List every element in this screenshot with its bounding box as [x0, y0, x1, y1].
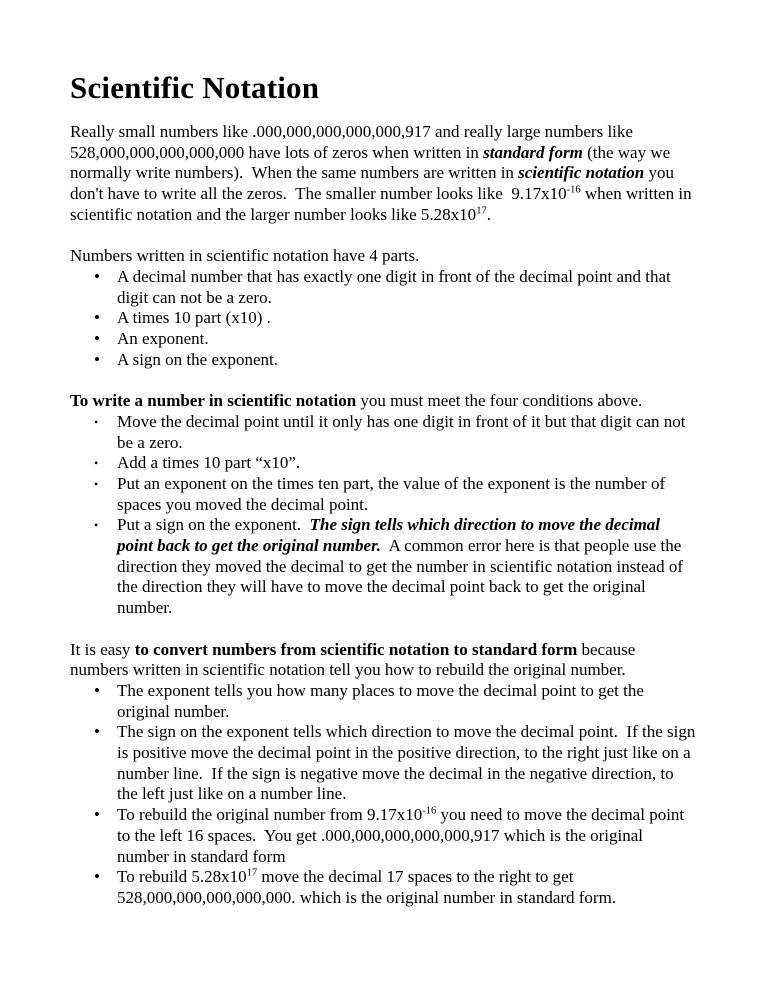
bullet-text: The exponent tells you how many places to move the decimal point to get the original number.	[117, 680, 649, 721]
list-item	[94, 412, 698, 453]
write-list	[70, 412, 698, 619]
bullet-icon: •	[94, 518, 99, 533]
parts-intro: Numbers written in scientific notation have 4 parts.	[70, 246, 420, 266]
bullet-icon: •	[94, 349, 100, 369]
list-item	[94, 681, 698, 722]
list-item	[94, 474, 698, 515]
parts-list	[70, 267, 698, 371]
bullet-text: To rebuild $5.28x10^{17}$ move the decimal 17 spaces to the right to get 528,000,000,000,000,000. which is the original number in standard form.	[117, 867, 617, 907]
bullet-text: Add a times 10 part “x10”.	[117, 453, 301, 473]
list-item	[94, 515, 698, 619]
list-item	[94, 722, 698, 805]
bullet-text: Move the decimal point until it only has one digit in front of it but that digit can not be a zero.	[117, 411, 690, 452]
bullet-icon: •	[94, 722, 100, 742]
section-gap	[70, 619, 698, 640]
bullet-text: Put a sign on the exponent. The sign tells which direction to move the decimal point back to get the original number. A common error here is that people use the direction they moved the decimal to get the number in scientific notation instead of the direction they will have to move the decimal point back to get the original number.	[117, 515, 688, 618]
write-section	[70, 391, 698, 619]
list-item	[94, 867, 698, 908]
section-gap	[70, 370, 698, 391]
bullet-text: The sign on the exponent tells which direction to move the decimal point. If the sign is positive move the decimal point in the positive direction, to the right just like on a number line. If the sign is negative move the decimal in the negative direction, to the left just like on a number line.	[117, 722, 700, 804]
list-item	[94, 267, 698, 308]
bullet-icon: •	[94, 680, 100, 700]
bullet-icon: •	[94, 414, 99, 429]
parts-section	[70, 246, 698, 370]
bullet-text: A sign on the exponent.	[117, 349, 279, 369]
bullet-icon: •	[94, 805, 100, 825]
list-item	[94, 350, 698, 371]
bullet-icon: •	[94, 266, 100, 286]
bullet-text: An exponent.	[117, 329, 209, 349]
convert-section	[70, 640, 698, 909]
list-item	[94, 308, 698, 329]
bullet-icon: •	[94, 329, 100, 349]
bullet-text: To rebuild the original number from $9.17x10^{-16}$ you need to move the decimal point to the left 16 spaces. You get .000,000,000,000,000,917 which is the original number in standard form	[117, 805, 689, 866]
list-item	[94, 329, 698, 350]
convert-list	[70, 681, 698, 909]
bullet-icon: •	[94, 456, 99, 471]
convert-intro: It is easy to convert numbers from scientific notation to standard form because numbers written in scientific notation tell you how to rebuild the original number.	[70, 639, 640, 680]
write-intro: To write a number in scientific notation you must meet the four conditions above.	[70, 391, 643, 411]
bullet-icon: •	[94, 476, 99, 491]
bullet-icon: •	[94, 308, 100, 328]
list-item	[94, 805, 698, 867]
bullet-icon: •	[94, 867, 100, 887]
intro-paragraph: Really small numbers like .000,000,000,000,000,917 and really large numbers like 528,000,000,000,000,000 have lots of zeros when written in standard form (the way we normally write numbers). When the same numbers are written in scientific notation you don't have to write all the zeros. The smaller number looks like $9.17x10^{-16}$ when written in scientific notation and the larger number looks like $5.28x10^{17}$.	[70, 122, 696, 224]
document-title: Scientific Notation	[70, 70, 320, 105]
bullet-text: A times 10 part (x10) .	[117, 308, 271, 328]
bullet-text: A decimal number that has exactly one digit in front of the decimal point and that digit can not be a zero.	[117, 266, 676, 307]
section-gap	[70, 226, 698, 247]
list-item	[94, 453, 698, 474]
bullet-text: Put an exponent on the times ten part, the value of the exponent is the number of spaces you moved the decimal point.	[117, 473, 670, 514]
